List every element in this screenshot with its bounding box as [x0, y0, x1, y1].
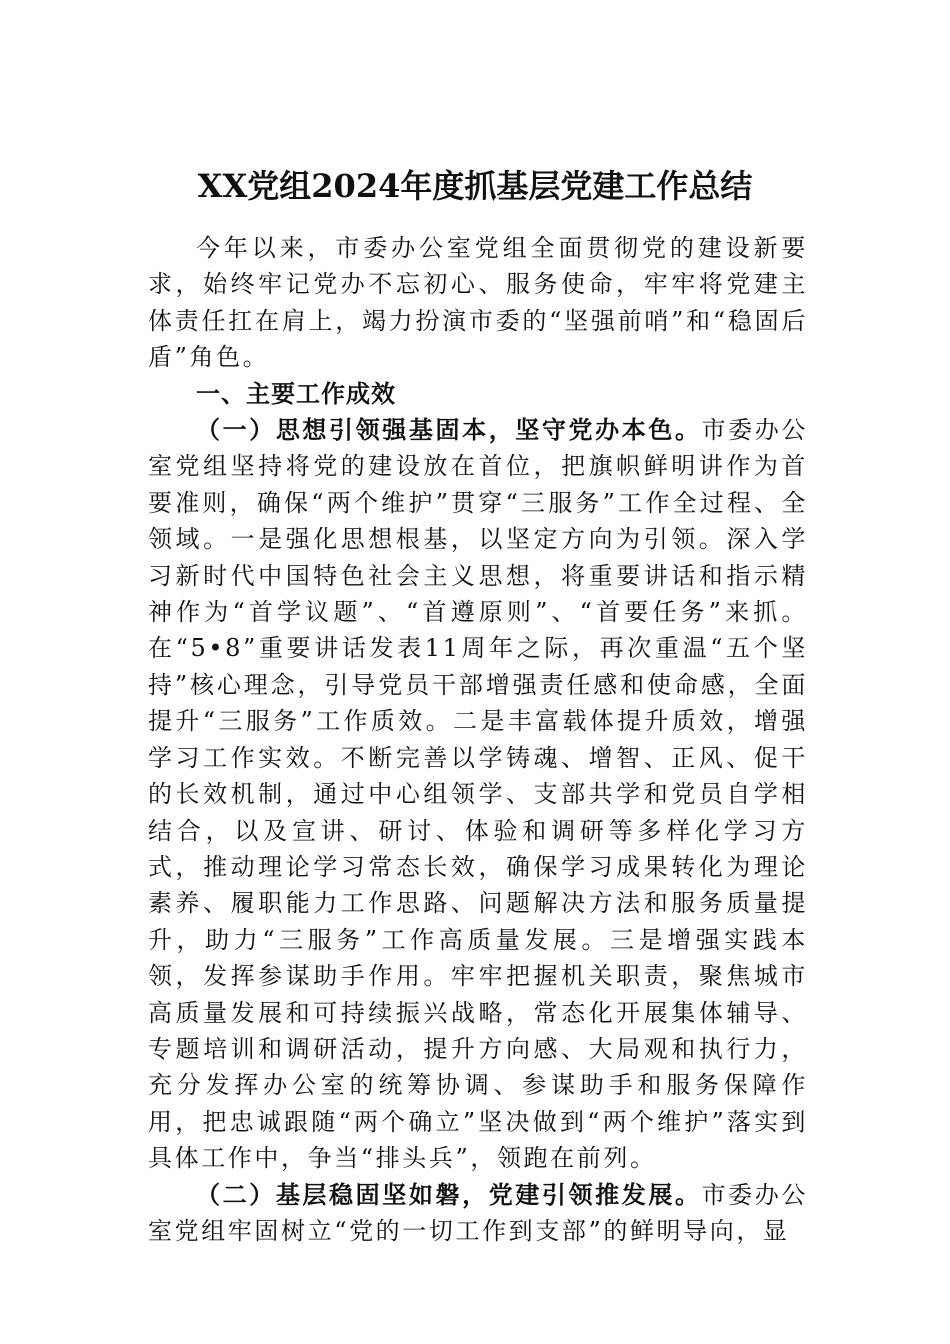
document-body	[148, 230, 808, 1249]
intro-paragraph: 今年以来，市委办公室党组全面贯彻党的建设新要求，始终牢记党办不忘初心、服务使命，牢牢将党建主体责任扛在肩上，竭力扮演市委的“坚强前哨”和“稳固后盾”角色。	[148, 234, 808, 372]
document-title: XX党组2024年度抓基层党建工作总结	[197, 167, 753, 205]
part-2-lead: （二）基层稳固坚如磐，党建引领推发展。	[196, 1179, 702, 1209]
section-heading-main-results: 一、主要工作成效	[196, 379, 396, 408]
part-1-body: 市委办公室党组坚持将党的建设放在首位，把旗帜鲜明讲作为首要准则，确保“两个维护”贯穿“三服务”工作全过程、全领域。一是强化思想根基，以坚定方向为引领。深入学习新时代中国特色社会主义思想，将重要讲话和指示精神作为“首学议题”、“首遵原则”、“首要任务”来抓。在“5•8”重要讲话发表11周年之际，再次重温“五个坚持”核心理念，引导党员干部增强责任感和使命感，全面提升“三服务”工作质效。二是丰富载体提升质效，增强学习工作实效。不断完善以学铸魂、增智、正风、促干的长效机制，通过中心组领学、支部共学和党员自学相结合，以及宣讲、研讨、体验和调研等多样化学习方式，推动理论学习常态长效，确保学习成果转化为理论素养、履职能力工作思路、问题解决方法和服务质量提升，助力“三服务”工作高质量发展。三是增强实践本领，发挥参谋助手作用。牢牢把握机关职责，聚焦城市高质量发展和可持续振兴战略，常态化开展集体辅导、专题培训和调研活动，提升方向感、大局观和执行力，充分发挥办公室的统筹协调、参谋助手和服务保障作用，把忠诚跟随“两个确立”坚决做到“两个维护”落实到具体工作中，争当“排头兵”，领跑在前列。	[148, 416, 808, 1173]
part-1-lead: （一）思想引领强基固本，坚守党办本色。	[196, 415, 702, 445]
part-2-body: 市委办公室党组牢固树立“党的一切工作到支部”的鲜明导向，显	[148, 1180, 808, 1245]
paragraph-part-2	[148, 1177, 808, 1250]
paragraph-part-1	[148, 412, 808, 1177]
